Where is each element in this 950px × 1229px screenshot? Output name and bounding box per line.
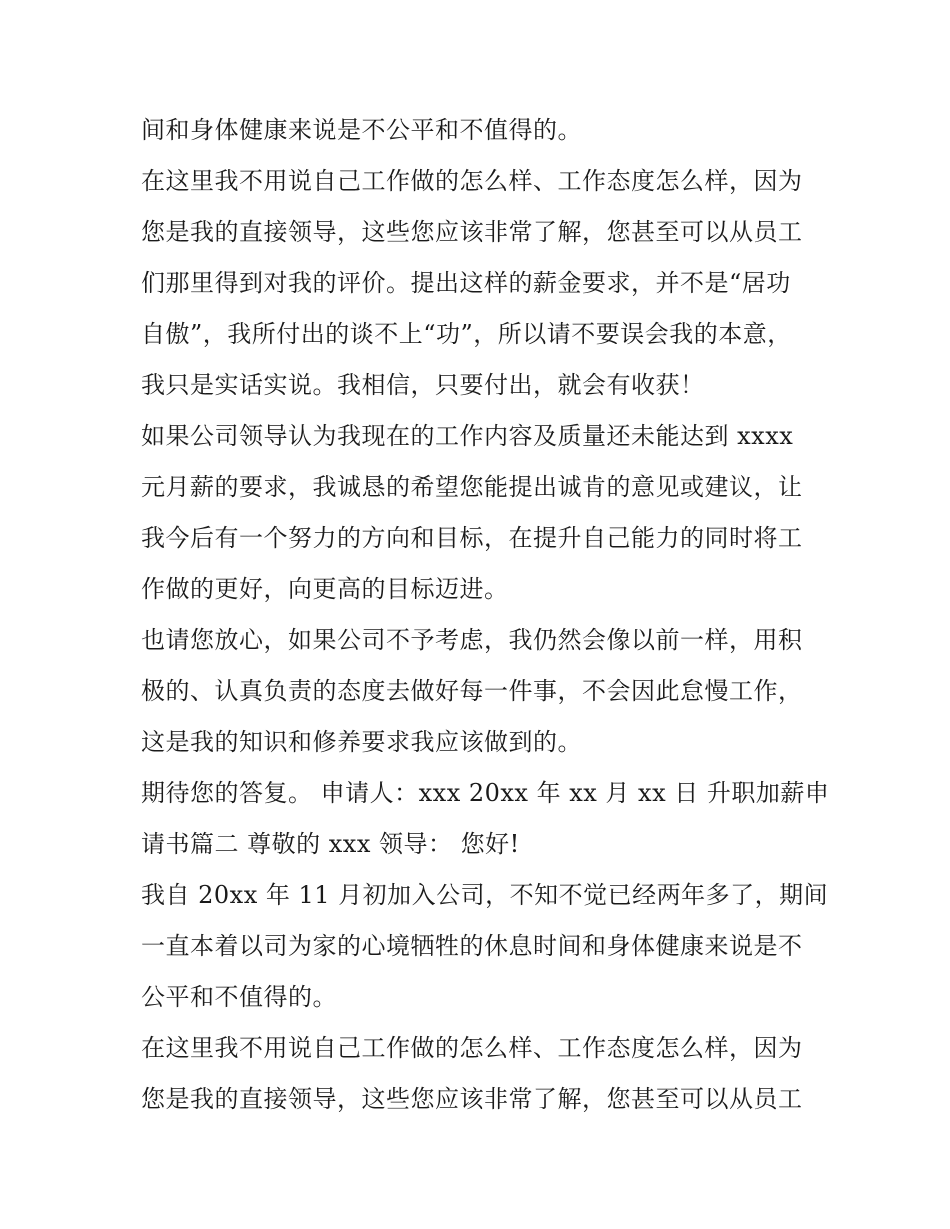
text-line: 作做的更好，向更高的目标迈进。 [141,575,509,603]
text-line: 元月薪的要求，我诚恳的希望您能提出诚肯的意见或建议，让 [141,473,803,501]
text-line: 极的、认真负责的态度去做好每一件事，不会因此怠慢工作， [141,677,803,705]
text-line: 间和身体健康来说是不公平和不值得的。 [141,116,582,144]
text-line: 请书篇二 尊敬的 xxx 领导： 您好! [141,830,520,858]
text-line: 这是我的知识和修养要求我应该做到的。 [141,728,582,756]
text-line: 们那里得到对我的评价。提出这样的薪金要求，并不是“居功 [141,269,791,297]
text-line: 我今后有一个努力的方向和目标，在提升自己能力的同时将工 [141,524,803,552]
text-line: 也请您放心，如果公司不予考虑，我仍然会像以前一样，用积 [141,626,803,654]
text-line: 自傲”，我所付出的谈不上“功”，所以请不要误会我的本意， [141,320,792,348]
text-line: 如果公司领导认为我现在的工作内容及质量还未能达到 xxxx [141,422,794,450]
text-line: 您是我的直接领导，这些您应该非常了解，您甚至可以从员工 [141,1085,803,1113]
text-line: 我只是实话实说。我相信，只要付出，就会有收获！ [141,371,705,399]
text-line: 公平和不值得的。 [141,983,337,1011]
text-line: 在这里我不用说自己工作做的怎么样、工作态度怎么样，因为 [141,1034,803,1062]
text-line: 您是我的直接领导，这些您应该非常了解，您甚至可以从员工 [141,218,803,246]
text-line: 一直本着以司为家的心境牺牲的休息时间和身体健康来说是不 [141,932,803,960]
text-line: 期待您的答复。 申请人：xxx 20xx 年 xx 月 xx 日 升职加薪申 [141,779,830,807]
text-line: 我自 20xx 年 11 月初加入公司，不知不觉已经两年多了，期间 [141,881,829,909]
text-line: 在这里我不用说自己工作做的怎么样、工作态度怎么样，因为 [141,167,803,195]
